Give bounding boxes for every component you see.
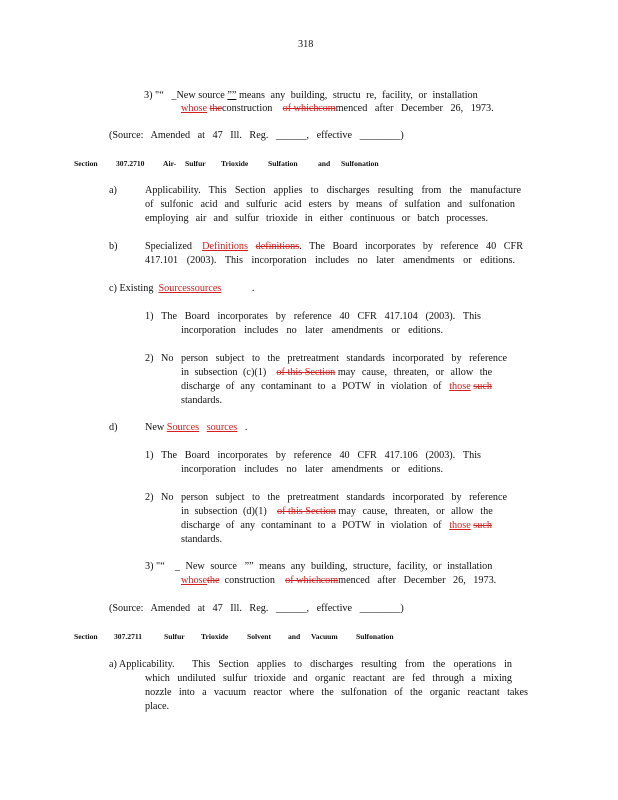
page-number: 318	[298, 39, 314, 50]
deleted-text: of which	[285, 575, 322, 586]
deleted-text: com	[320, 575, 339, 586]
section-word: Section	[74, 632, 98, 641]
item-3-line-1	[144, 89, 478, 103]
text: .	[251, 283, 255, 294]
para-c2-line-3	[181, 380, 492, 394]
section-word: Solvent	[247, 632, 272, 641]
text: menced after December 26, 1973.	[335, 103, 494, 114]
text: discharge of any contaminant to a POTW in violation of	[181, 520, 442, 531]
section-word: Sulfonation	[356, 632, 394, 641]
deleted-text: com	[318, 103, 336, 114]
para-d-label: d)	[109, 422, 118, 433]
para-a2-line-1: This Section applies to discharges resulting from the operations in	[192, 659, 512, 670]
section-heading-2711	[74, 630, 394, 644]
deleted-text: such	[473, 381, 492, 392]
inserted-text: Sources	[166, 422, 200, 433]
section-word: Section	[74, 159, 98, 168]
para-d2-line-2	[181, 505, 493, 519]
section-word: Sulfur	[185, 159, 206, 168]
section-word: Trioxide	[221, 159, 249, 168]
text: _ New source	[174, 561, 237, 572]
deleted-text: of this Section	[276, 506, 336, 517]
section-number: 307.2711	[114, 632, 143, 641]
para-c1-line-1: 1) The Board incorporates by reference 40 CFR 417.104 (2003). This	[145, 311, 481, 322]
para-d2-line-4: standards.	[181, 534, 223, 545]
inserted-text: Definitions	[202, 241, 248, 252]
para-a2-line-2: which undiluted sulfur trioxide and organic reactant are fed through a mixing	[145, 673, 512, 684]
text: New	[145, 422, 165, 433]
deleted-text: New source	[176, 90, 225, 101]
para-c2-line-1: 2) No person subject to the pretreatment standards incorporated by reference	[145, 353, 507, 364]
para-a-line-2: of sulfonic acid and sulfuric acid esters by means of sulfation and sulfonation	[145, 199, 515, 210]
para-a2-line-4: place.	[145, 701, 170, 712]
deleted-text: of this Section	[276, 367, 336, 378]
text: in subsection (c)(1)	[181, 367, 267, 378]
text: in subsection (d)(1)	[181, 506, 267, 517]
text: .	[244, 422, 248, 433]
para-a-label: a)	[109, 185, 117, 196]
section-number: 307.2710	[116, 159, 145, 168]
para-c-heading	[109, 282, 254, 296]
para-d3-line-2	[181, 574, 496, 588]
source-note-2: (Source: Amended at 47 Ill. Reg. ______, effective ________)	[109, 603, 404, 614]
para-c2-line-4: standards.	[181, 395, 223, 406]
section-word: and	[288, 632, 301, 641]
para-b-line-2: 417.101 (2003). This incorporation includes no later amendments or editions.	[145, 255, 515, 266]
section-word: Trioxide	[201, 632, 229, 641]
text: may cause, threaten, or allow the	[337, 367, 493, 378]
section-word: Vacuum	[311, 632, 338, 641]
para-a2-line-3: nozzle into a vacuum reactor where the sulfonation of the organic reactant takes	[145, 687, 528, 698]
source-note: (Source: Amended at 47 Ill. Reg. ______, effective ________)	[109, 130, 404, 141]
text: means any building, structu re, facility, or installation	[238, 90, 478, 101]
section-word: Sulfur	[164, 632, 185, 641]
item-label: 3) "“	[144, 90, 164, 101]
section-heading-2710	[74, 157, 394, 171]
section-word: Sulfonation	[341, 159, 379, 168]
deleted-text: of which	[282, 103, 319, 114]
section-word: and	[318, 159, 331, 168]
para-b-label: b)	[109, 241, 118, 252]
inserted-text: whose	[181, 575, 208, 586]
text: Specialized	[145, 241, 192, 252]
section-word: Air-	[163, 159, 177, 168]
item-label: 3) "“	[145, 561, 165, 572]
text: ”” means any building, structure, facility, or installation	[244, 561, 493, 572]
text: may cause, threaten, or allow the	[338, 506, 493, 517]
para-d1-line-2: incorporation includes no later amendments or editions.	[181, 464, 443, 475]
deleted-text: sources	[190, 283, 222, 294]
deleted-text: sources	[206, 422, 238, 433]
text: construction	[224, 575, 275, 586]
para-d3-line-1	[145, 560, 492, 574]
item-3-line-2	[181, 102, 494, 116]
para-d1-line-1: 1) The Board incorporates by reference 40 CFR 417.106 (2003). This	[145, 450, 481, 461]
para-a-line-1: Applicability. This Section applies to discharges resulting from the manufacture	[145, 185, 521, 196]
para-a2-label: a) Applicability.	[109, 659, 175, 670]
para-c2-line-2	[181, 366, 492, 380]
para-d-heading	[145, 421, 247, 435]
quote-mark: ””	[227, 90, 237, 101]
inserted-text: those	[449, 381, 471, 392]
deleted-text: the	[209, 103, 223, 114]
deleted-text: such	[473, 520, 492, 531]
inserted-text: those	[449, 520, 471, 531]
para-d2-line-3	[181, 519, 492, 533]
text: discharge of any contaminant to a POTW in violation of	[181, 381, 442, 392]
inserted-text: Sources	[158, 283, 191, 294]
para-d2-line-1: 2) No person subject to the pretreatment standards incorporated by reference	[145, 492, 507, 503]
section-word: Sulfation	[268, 159, 298, 168]
deleted-text: definitions	[255, 241, 300, 252]
blank: _	[171, 90, 177, 101]
para-c1-line-2: incorporation includes no later amendments or editions.	[181, 325, 443, 336]
text: construction	[222, 103, 273, 114]
deleted-text: the	[207, 575, 220, 586]
para-b-line-1	[145, 240, 523, 254]
inserted-text: whose	[181, 103, 208, 114]
para-a-line-3: employing air and sulfur trioxide in either continuous or batch processes.	[145, 213, 488, 224]
text: menced after December 26, 1973.	[338, 575, 497, 586]
text: c) Existing	[109, 283, 154, 294]
text: . The Board incorporates by reference 40 CFR	[299, 241, 523, 252]
